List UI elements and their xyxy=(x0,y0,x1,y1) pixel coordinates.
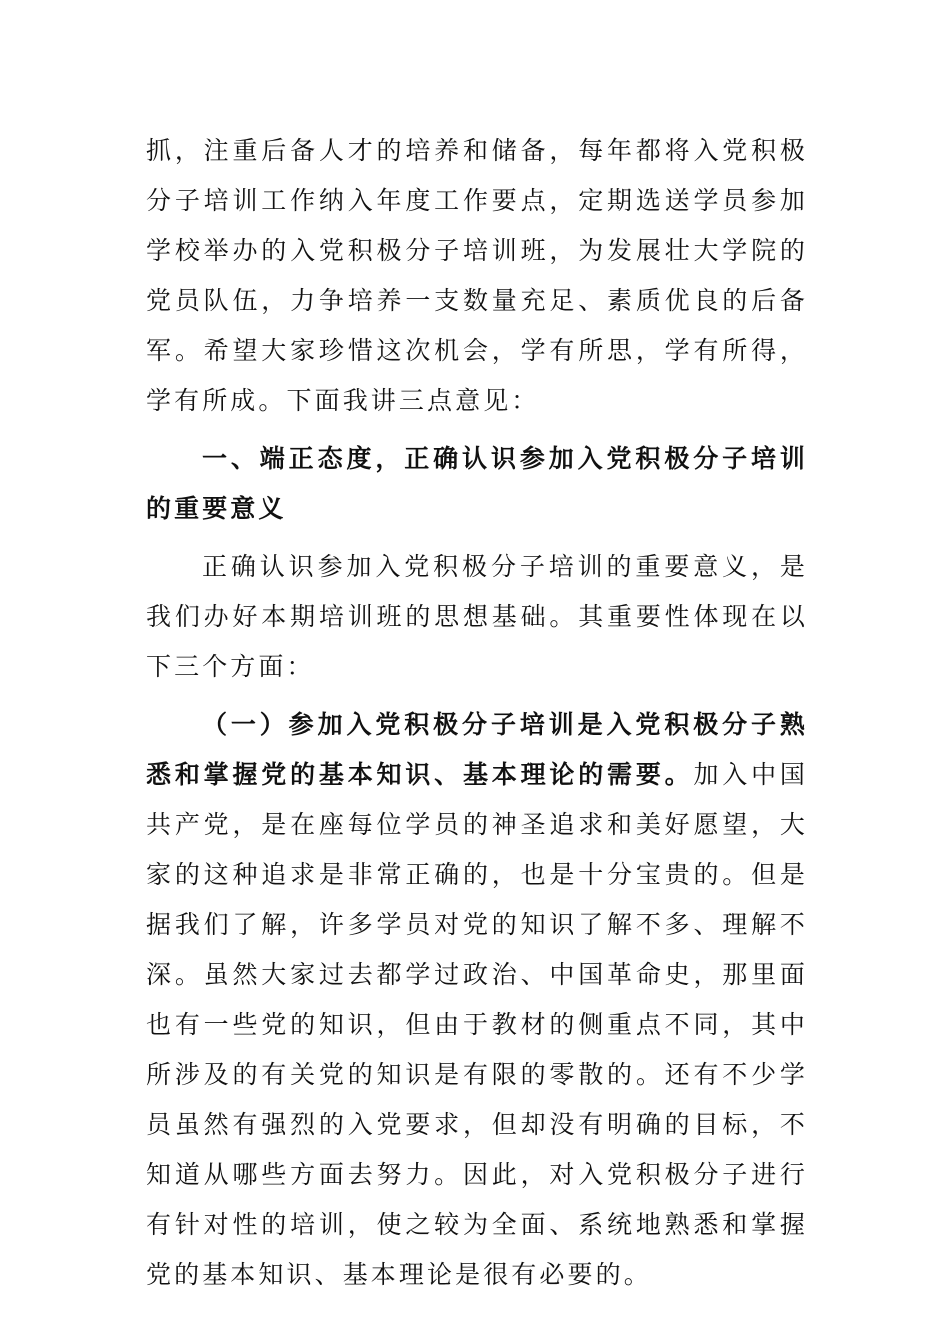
subsection-1-body: 加入中国共产党，是在座每位学员的神圣追求和美好愿望，大家的这种追求是非常正确的，也是十分宝贵的。但是据我们了解，许多学员对党的知识了解不多、理解不深。虽然大家过去都学过政治、中国革命史，那里面也有一些党的知识，但由于教材的侧重点不同，其中所涉及的有关党的知识是有限的零散的。还有不少学员虽然有强烈的入党要求，但却没有明确的目标，不知道从哪些方面去努力。因此，对入党积极分子进行有针对性的培训，使之较为全面、系统地熟悉和掌握党的基本知识、基本理论是很有必要的。 xyxy=(146,760,808,1289)
subsection-heading-1: （一）参加入党积极分子培训是入党积极分子熟悉和掌握党的基本知识、基本理论的需要。 xyxy=(146,710,808,789)
paragraph-subsection-1 xyxy=(146,700,808,1300)
document-body xyxy=(146,126,808,1300)
paragraph-intro-continuation: 抓，注重后备人才的培养和储备，每年都将入党积极分子培训工作纳入年度工作要点，定期选送学员参加学校举办的入党积极分子培训班，为发展壮大学院的党员队伍，力争培养一支数量充足、素质优良的后备军。希望大家珍惜这次机会，学有所思，学有所得，学有所成。下面我讲三点意见： xyxy=(146,136,808,415)
paragraph-section-1-intro: 正确认识参加入党积极分子培训的重要意义，是我们办好本期培训班的思想基础。其重要性体现在以下三个方面： xyxy=(146,552,808,681)
section-heading-1: 一、端正态度，正确认识参加入党积极分子培训的重要意义 xyxy=(146,444,808,523)
